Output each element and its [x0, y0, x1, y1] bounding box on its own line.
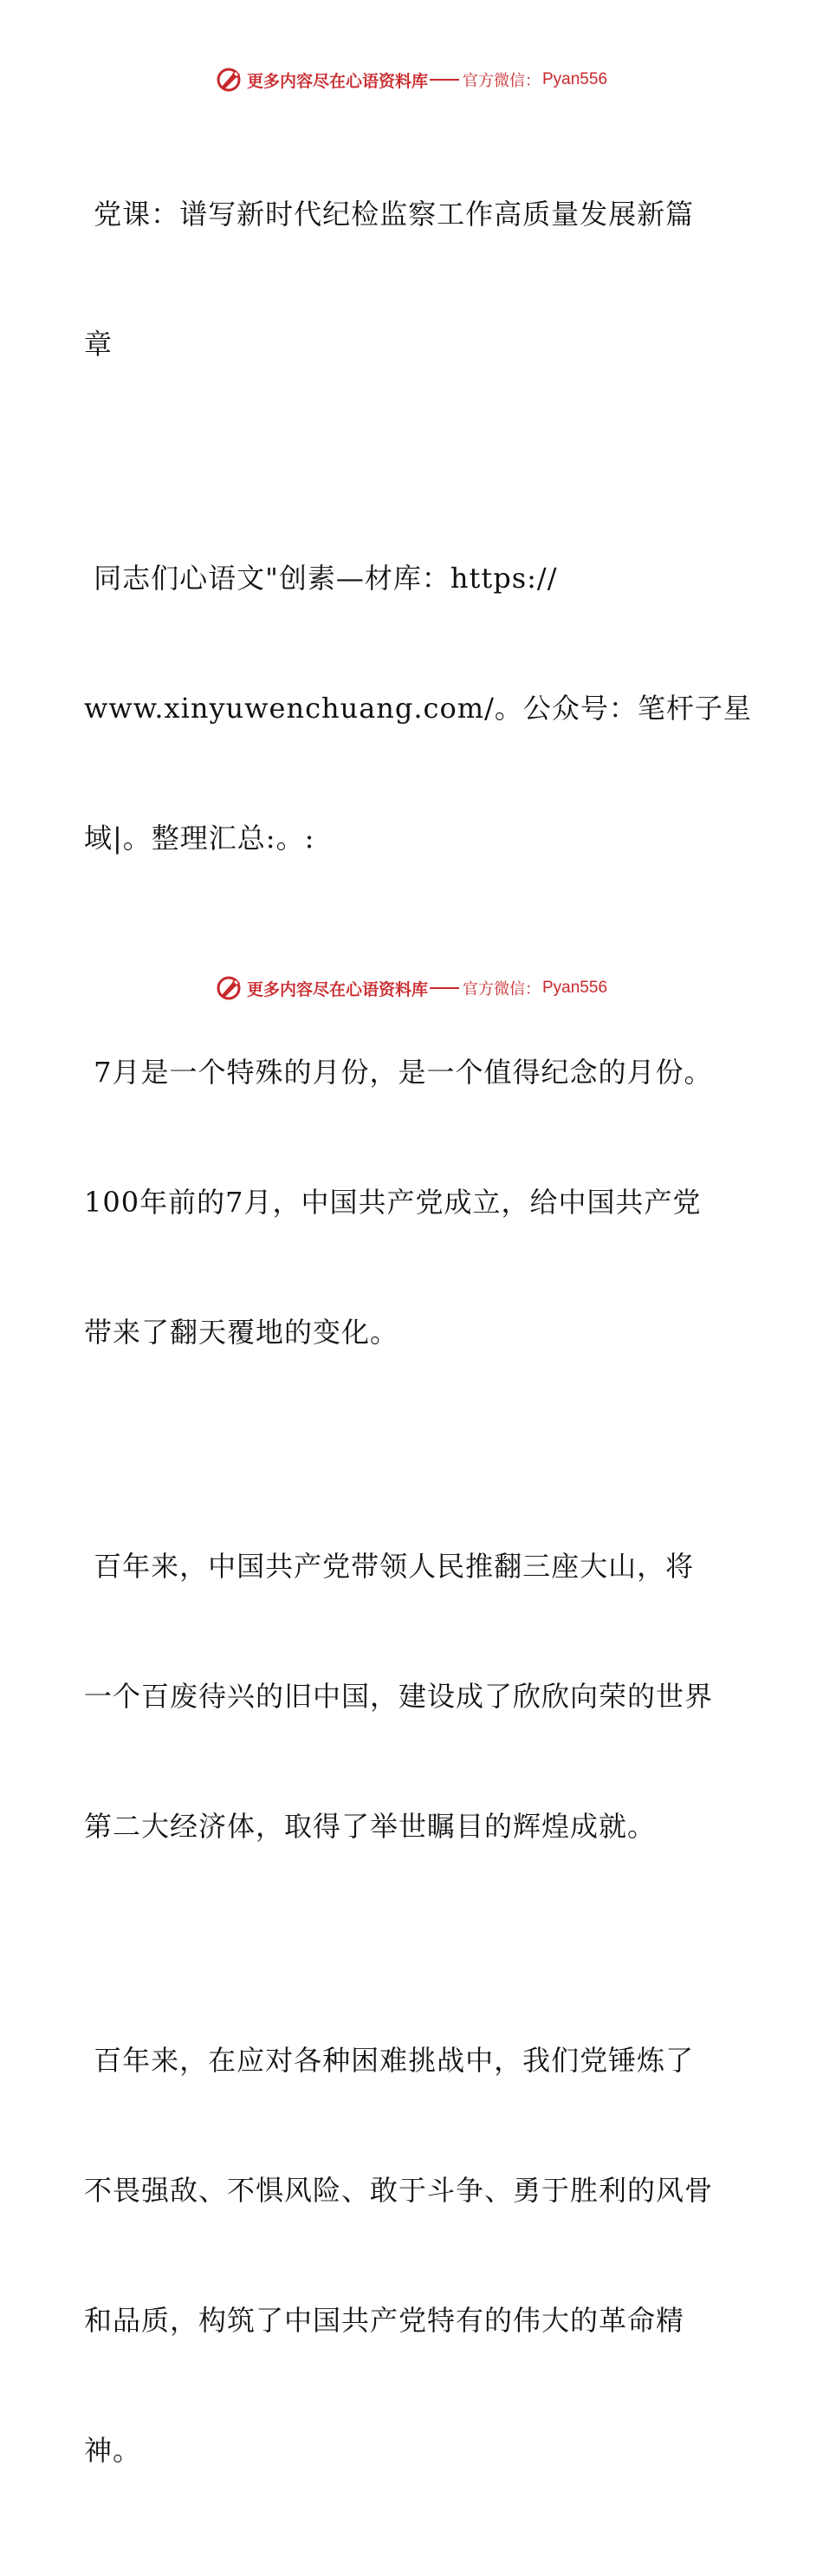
text-line: 和品质，构筑了中国共产党特有的伟大的革命精: [84, 2304, 685, 2337]
body-paragraph: [84, 1458, 742, 1935]
text-line: 7月是一个特殊的月份，是一个值得纪念的月份。: [84, 1056, 713, 1089]
text-line: 同志们心语文"创素—材库：https://: [84, 562, 558, 595]
banner-wechat-id: Pyan556: [542, 70, 608, 88]
text-line: 一个百废待兴的旧中国，建设成了欣欣向荣的世界: [84, 1680, 714, 1713]
text-line: 党课：谱写新时代纪检监察工作高质量发展新篇: [84, 198, 695, 231]
text-line: 百年来，中国共产党带领人民推翻三座大山，将: [84, 1550, 695, 1583]
text-line: 不畏强敌、不惧风险、敢于斗争、勇于胜利的风骨: [84, 2174, 714, 2207]
banner-wechat-label: 官方微信：: [463, 980, 541, 999]
text-line: 域|。整理汇总:。:: [84, 822, 315, 855]
text-line: www.xinyuwenchuang.com/。公众号：笔杆子星: [84, 692, 752, 725]
source-paragraph: [84, 470, 752, 946]
text-line: 章: [84, 328, 113, 361]
banner-dash-divider: [430, 79, 459, 81]
text-line: 100年前的7月，中国共产党成立，给中国共产党: [84, 1186, 702, 1219]
body-paragraph: [84, 964, 742, 1441]
pen-logo-icon: [216, 67, 242, 93]
body-paragraph: [84, 1952, 742, 2559]
pen-logo-icon: [216, 975, 242, 1001]
document-body: [84, 106, 752, 2576]
text-line: 神。: [84, 2434, 142, 2467]
document-title: [84, 106, 742, 452]
text-line: 第二大经济体，取得了举世瞩目的辉煌成就。: [84, 1810, 657, 1843]
banner-promo-text: 更多内容尽在心语资料库: [246, 71, 428, 91]
text-line: 带来了翻天覆地的变化。: [84, 1316, 399, 1349]
header-banner: [0, 61, 823, 99]
footer-banner: [0, 969, 823, 1007]
text-line: 百年来，在应对各种困难挑战中，我们党锤炼了: [84, 2044, 695, 2077]
banner-promo-text: 更多内容尽在心语资料库: [246, 979, 428, 999]
banner-dash-divider: [430, 987, 459, 989]
banner-wechat-label: 官方微信：: [463, 72, 541, 90]
banner-wechat-id: Pyan556: [542, 979, 608, 997]
